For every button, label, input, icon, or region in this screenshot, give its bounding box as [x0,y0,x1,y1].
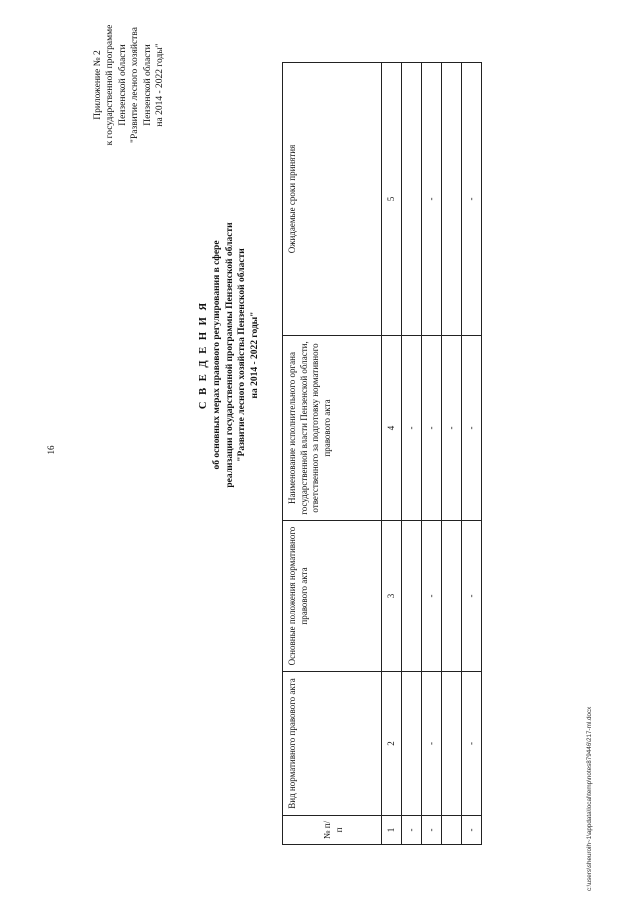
table-cell: - [462,63,482,336]
table-cell: - [402,816,422,845]
table-cell: - [462,521,482,672]
table-cell: - [442,336,462,521]
title-line: реализации государственной программы Пензенской области [224,222,235,488]
table-row [422,63,442,845]
table-cell: - [422,521,442,672]
column-header-number: № п/п [283,816,382,845]
table-cell [442,816,462,845]
table-cell [402,63,422,336]
title-line: на 2014 - 2022 годы" [249,311,260,399]
table-cell: 5 [382,63,402,336]
table-row [402,63,422,845]
table-cell [402,672,422,816]
appendix-line: на 2014 - 2022 годы" [155,43,166,127]
column-header-expected-dates: Ожидаемые сроки принятия [283,63,382,336]
table-cell [442,63,462,336]
page-number: 16 [46,445,56,455]
table-cell [402,521,422,672]
appendix-line: к государственной программе [105,24,116,146]
table-cell [442,521,462,672]
title-line: "Развитие лесного хозяйства Пензенской области [237,248,247,462]
table-cell: - [422,816,442,845]
table-cell: - [422,336,442,521]
table-cell: 3 [382,521,402,672]
table-cell: - [422,672,442,816]
appendix-line: Пензенской области [117,44,128,126]
table-header-row [283,63,382,845]
table-cell: - [462,336,482,521]
column-header-act-type: Вид нормативного правового акта [283,672,382,816]
title-heading: С В Е Д Е Н И Я [198,300,209,410]
table-row [442,63,462,845]
table-cell [442,672,462,816]
appendix-line: Пензенской области [142,44,153,126]
table-cell: - [462,672,482,816]
measures-table [282,62,482,845]
file-path-footer: c:\users\sheuroih~1\appdata\local\temp\notes879446\217-ml.docx [586,706,593,891]
table-row [462,63,482,845]
appendix-line: Приложение № 2 [93,50,103,120]
table-cell: - [462,816,482,845]
table-cell: 4 [382,336,402,521]
table-cell: - [422,63,442,336]
appendix-line: "Развитие лесного хозяйства [130,27,141,143]
title-line: об основных мерах правового регулирования в сфере [212,240,222,470]
column-header-main-provisions: Основные положения нормативного правового акта [283,521,382,672]
table-row [382,63,402,845]
appendix-note [92,0,166,185]
table-cell: 2 [382,672,402,816]
document-title [196,145,261,565]
table-cell: 1 [382,816,402,845]
column-header-responsible-body: Наименование исполнительного органа государственной власти Пензенской области, ответственного за подготовку нормативного правового акта [283,336,382,521]
table-cell: - [402,336,422,521]
